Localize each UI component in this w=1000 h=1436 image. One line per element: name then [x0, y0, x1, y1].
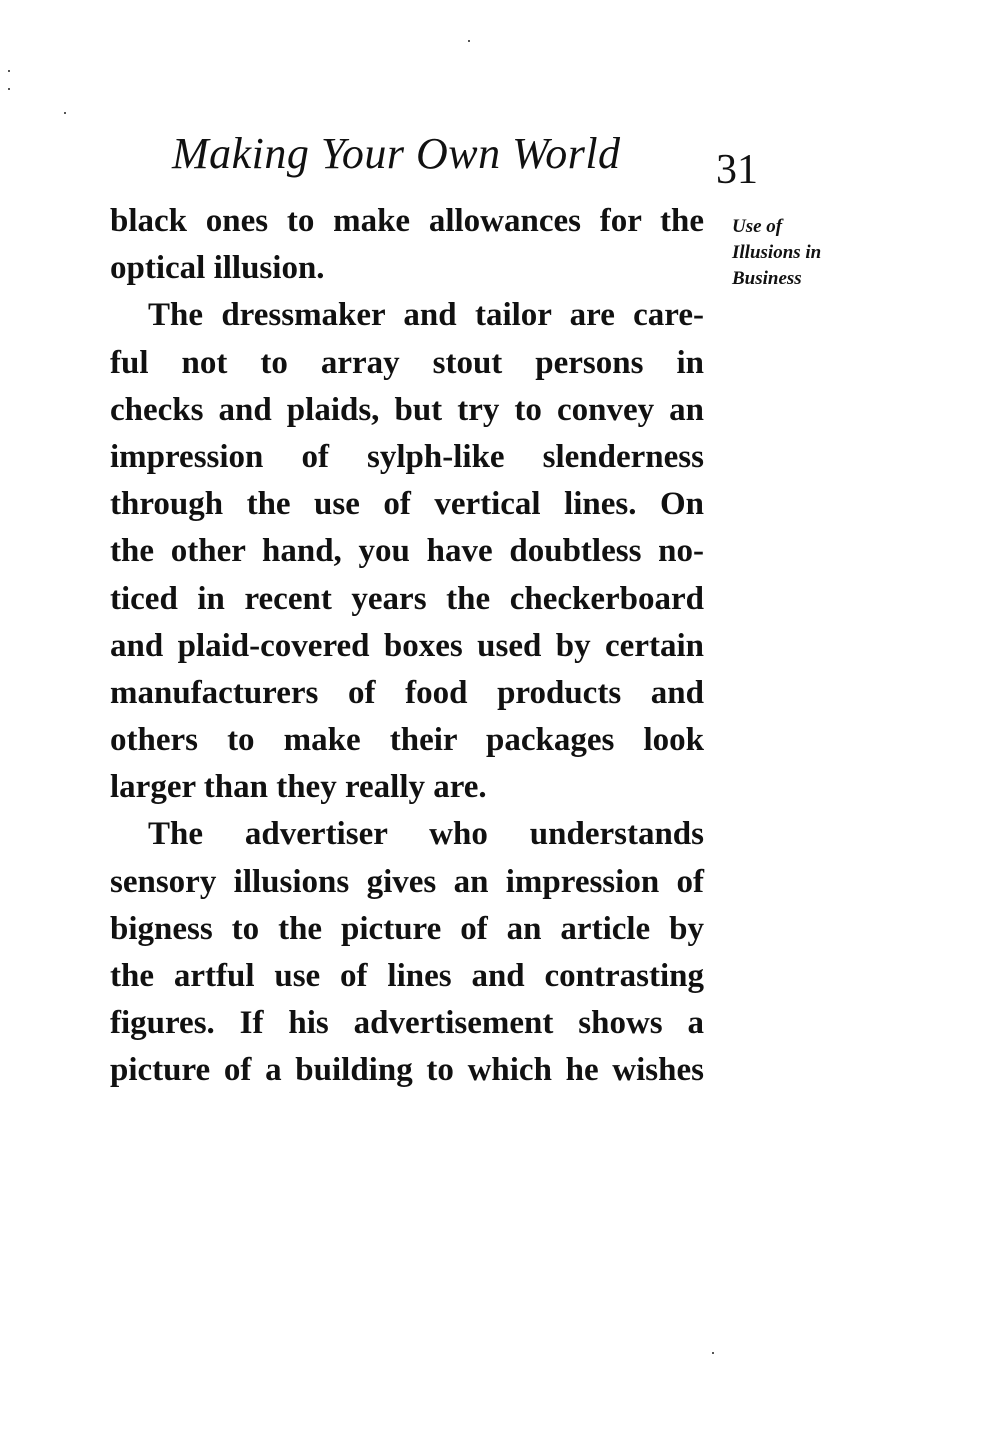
text-line: ful not to array stout persons in [110, 344, 704, 381]
scan-speck [64, 112, 66, 114]
text-line: black ones to make allowances for the [110, 203, 704, 239]
text-line: larger than they really are. [110, 769, 487, 806]
body-text [110, 198, 704, 1095]
text-line: The advertiser who understands [148, 816, 704, 853]
text-line: sensory illusions gives an impression of [110, 863, 704, 900]
text-line: bigness to the picture of an article by [110, 910, 704, 947]
text-line: and plaid-covered boxes used by certain [110, 627, 704, 664]
page-number: 31 [716, 147, 758, 193]
text-line: picture of a building to which he wishes [110, 1052, 704, 1089]
text-line: ticed in recent years the checkerboard [110, 580, 704, 617]
scan-speck [712, 1352, 714, 1354]
margin-note-line: Use of [732, 216, 783, 237]
text-line: the other hand, you have doubtless no- [110, 533, 704, 570]
scan-speck [8, 70, 10, 72]
margin-note-line: Business [732, 268, 802, 289]
text-line: manufacturers of food products and [110, 674, 704, 711]
scan-speck [8, 88, 10, 90]
text-line: figures. If his advertisement shows a [110, 1005, 704, 1042]
text-line: optical illusion. [110, 250, 325, 287]
scan-speck [468, 40, 470, 42]
text-line: impression of sylph-like slenderness [110, 438, 704, 475]
text-line: the artful use of lines and contrasting [110, 958, 704, 994]
margin-note [732, 214, 821, 292]
text-line: checks and plaids, but try to convey an [110, 391, 704, 428]
running-header: Making Your Own World [172, 129, 621, 178]
text-line: through the use of vertical lines. On [110, 486, 704, 523]
text-line: The dressmaker and tailor are care- [148, 297, 704, 334]
text-line: others to make their packages look [110, 722, 704, 759]
margin-note-line: Illusions in [732, 242, 822, 263]
